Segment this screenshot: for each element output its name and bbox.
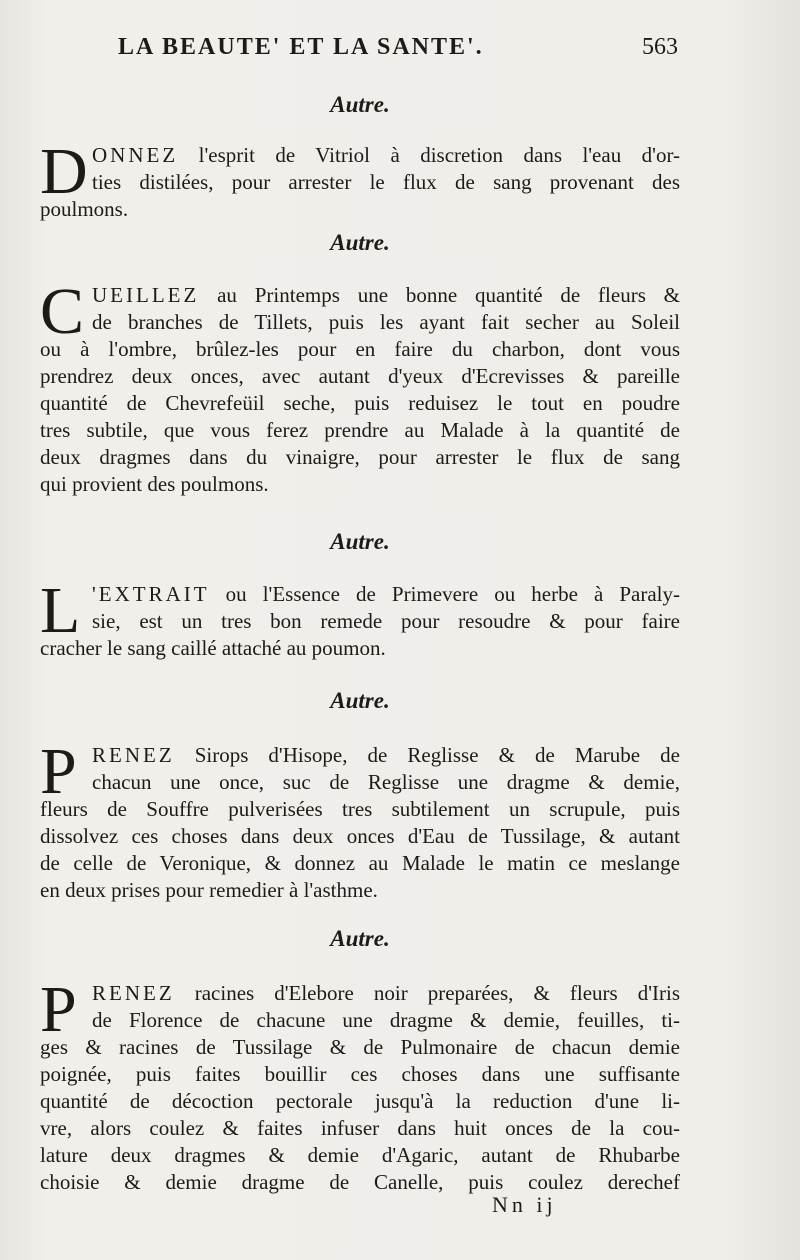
drop-cap: D — [40, 135, 88, 208]
text-line: 'EXTRAIT ou l'Essence de Primevere ou herbe à Paraly- — [92, 582, 681, 606]
text-line: quantité de décoction pectorale jusqu'à la reduction d'une li- — [40, 1089, 680, 1113]
page-number: 563 — [642, 34, 678, 60]
recipe-paragraph — [40, 735, 680, 904]
first-word: RENEZ — [92, 743, 175, 767]
text-line: prendrez deux onces, avec autant d'yeux d'Ecrevisses & pareille — [40, 364, 680, 388]
drop-cap: P — [40, 973, 77, 1046]
first-word: RENEZ — [92, 981, 175, 1005]
text-line: lature deux dragmes & demie d'Agaric, autant de Rhubarbe — [40, 1143, 680, 1167]
text-line: ges & racines de Tussilage & de Pulmonaire de chacun demie — [40, 1035, 680, 1059]
section-heading: Autre. — [330, 529, 390, 554]
recipe-section-1 — [40, 90, 680, 223]
text-line: vre, alors coulez & faites infuser dans huit onces de la cou- — [40, 1116, 680, 1140]
text-line: chacun une once, suc de Reglisse une dragme & demie, — [92, 770, 680, 794]
text-line: de celle de Veronique, & donnez au Malade le matin ce meslange — [40, 851, 680, 875]
text-line: RENEZ racines d'Elebore noir preparées, & fleurs d'Iris — [92, 981, 681, 1005]
text-line: en deux prises pour remedier à l'asthme. — [40, 878, 378, 902]
drop-cap: L — [40, 574, 81, 647]
drop-cap: C — [40, 275, 85, 348]
text-line: cracher le sang caillé attaché au poumon. — [40, 636, 386, 660]
first-word: 'EXTRAIT — [92, 582, 210, 606]
text-line: RENEZ Sirops d'Hisope, de Reglisse & de Marube de — [92, 743, 680, 767]
recipe-paragraph — [40, 135, 681, 223]
text-line: sie, est un tres bon remede pour resoudre & pour faire — [92, 609, 680, 633]
text-line: poulmons. — [40, 197, 129, 221]
text-line: quantité de Chevrefeüil seche, puis reduisez le tout en poudre — [40, 391, 680, 415]
page-header — [118, 34, 678, 70]
section-heading: Autre. — [330, 926, 390, 951]
first-word: ONNEZ — [92, 143, 179, 167]
recipe-section-3 — [40, 527, 680, 662]
recipe-section-4 — [40, 686, 680, 904]
section-heading: Autre. — [330, 92, 390, 117]
section-heading: Autre. — [330, 230, 390, 255]
text-line: tres subtile, que vous ferez prendre au Malade à la quantité de — [40, 418, 680, 442]
recipe-section-5 — [40, 924, 680, 1196]
running-title: LA BEAUTE' ET LA SANTE'. — [118, 34, 484, 60]
text-line: poignée, puis faites bouillir ces choses dans une suffisante — [40, 1062, 680, 1086]
text-line: ONNEZ l'esprit de Vitriol à discretion dans l'eau d'or- — [92, 143, 681, 167]
recipe-paragraph — [40, 275, 681, 498]
text-line: de branches de Tillets, puis les ayant fait secher au Soleil — [92, 310, 680, 334]
recipe-paragraph — [40, 973, 681, 1196]
text-line: qui provient des poulmons. — [40, 472, 269, 496]
text-line: choisie & demie dragme de Canelle, puis coulez derechef — [40, 1170, 680, 1194]
drop-cap: P — [40, 735, 77, 808]
section-heading: Autre. — [330, 688, 390, 713]
recipe-paragraph — [40, 574, 681, 662]
first-word: UEILLEZ — [92, 283, 200, 307]
text-line: dissolvez ces choses dans deux onces d'Eau de Tussilage, & autant — [40, 824, 680, 848]
text-line: ou à l'ombre, brûlez-les pour en faire du charbon, dont vous — [40, 337, 680, 361]
recipe-section-2 — [40, 228, 680, 498]
text-line: UEILLEZ au Printemps une bonne quantité de fleurs & — [92, 283, 681, 307]
signature-mark: Nn ij — [492, 1192, 557, 1217]
text-line: ties distilées, pour arrester le flux de sang provenant des — [92, 170, 680, 194]
text-line: fleurs de Souffre pulverisées tres subtilement un scrupule, puis — [40, 797, 680, 821]
text-line: deux dragmes dans du vinaigre, pour arrester le flux de sang — [40, 445, 680, 469]
text-line: de Florence de chacune une dragme & demie, feuilles, ti- — [92, 1008, 680, 1032]
